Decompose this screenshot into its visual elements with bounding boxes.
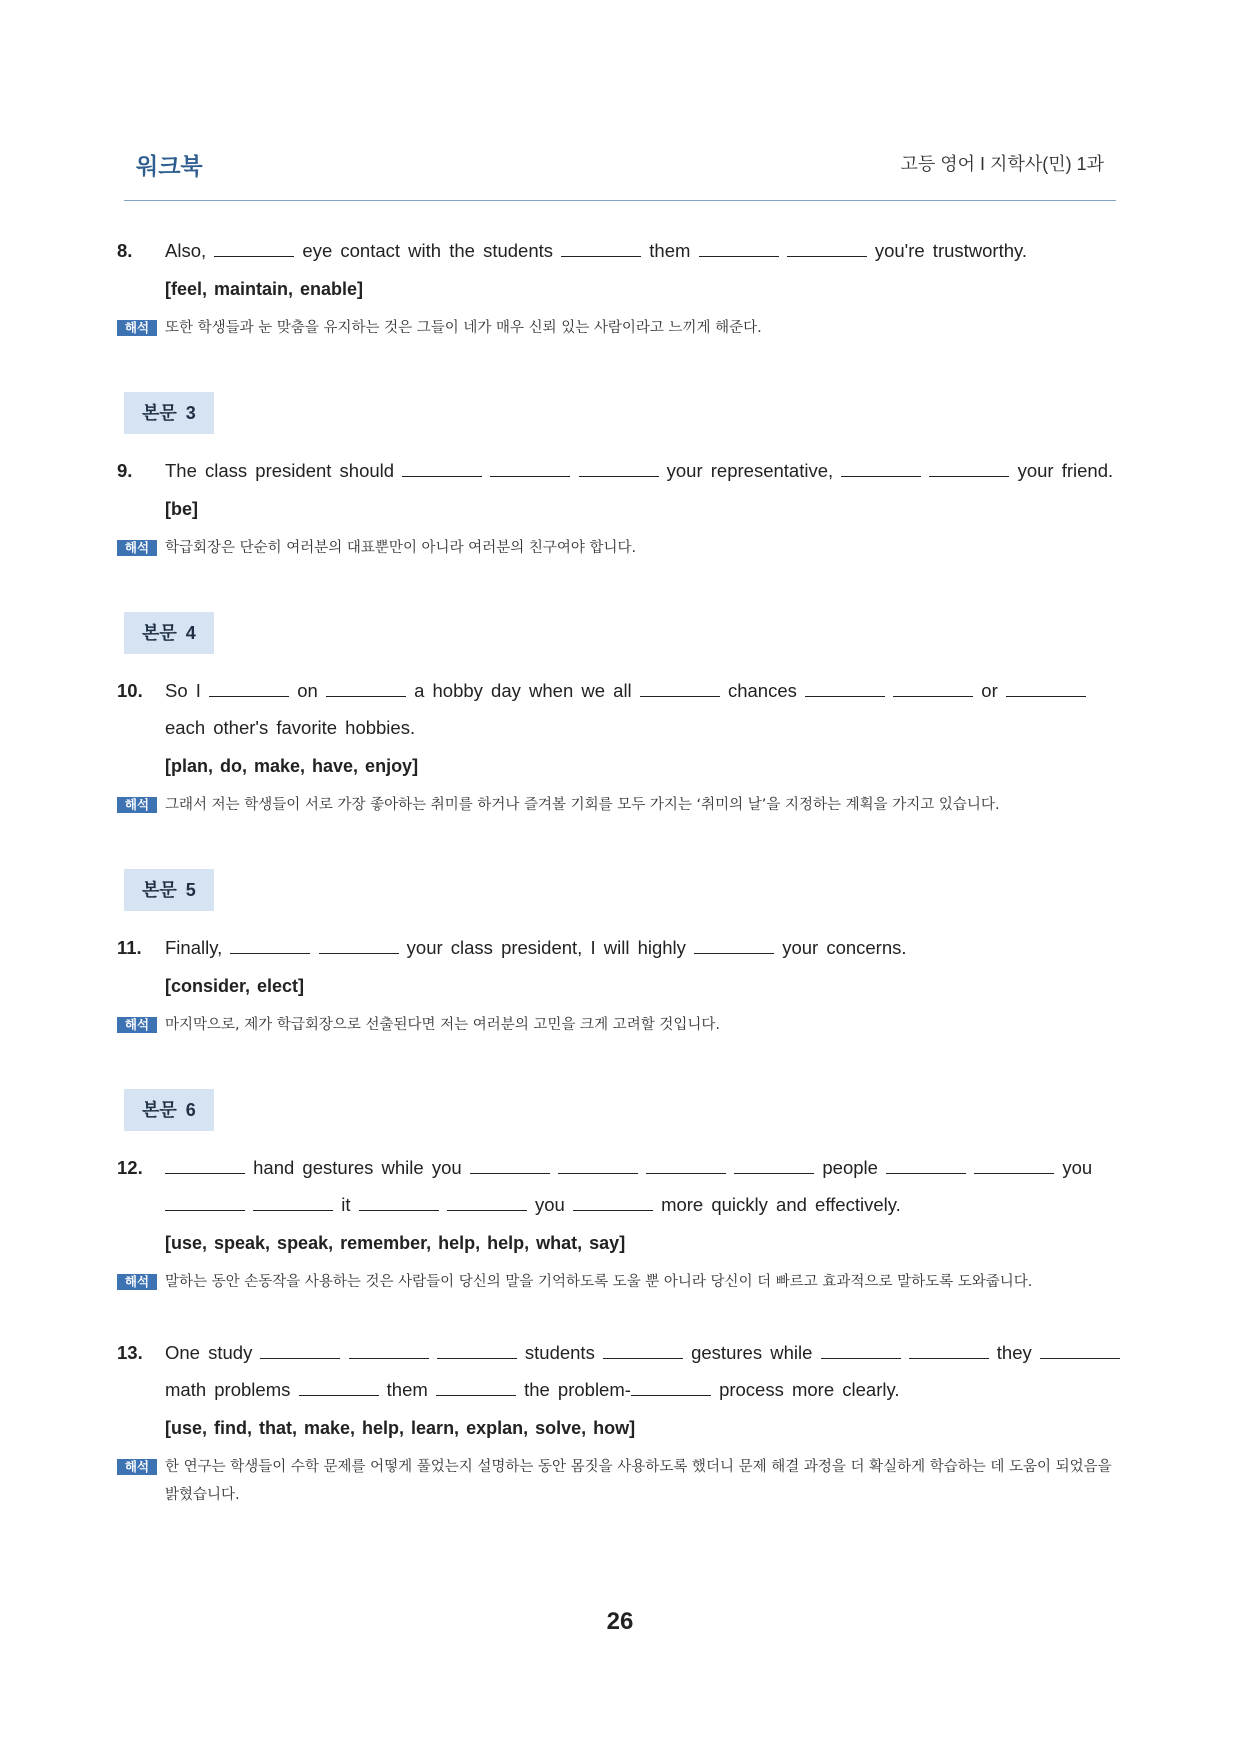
answer-blank[interactable] — [359, 1192, 439, 1211]
answer-blank[interactable] — [209, 678, 289, 697]
question-sentence: Also, eye contact with the students them you're trustworthy. — [165, 240, 1028, 261]
answer-blank[interactable] — [699, 238, 779, 257]
answer-blank[interactable] — [1006, 678, 1086, 697]
question-12 — [117, 1149, 1121, 1258]
answer-blank[interactable] — [561, 238, 641, 257]
translation: 해석 또한 학생들과 눈 맞춤을 유지하는 것은 그들이 네가 매우 신뢰 있는 사람이라고 느끼게 해준다. — [117, 314, 1121, 342]
answer-blank[interactable] — [447, 1192, 527, 1211]
section-label-3: 본문 3 — [124, 392, 214, 434]
answer-blank[interactable] — [319, 935, 399, 954]
answer-blank[interactable] — [974, 1155, 1054, 1174]
answer-blank[interactable] — [646, 1155, 726, 1174]
answer-blank[interactable] — [470, 1155, 550, 1174]
answer-blank[interactable] — [734, 1155, 814, 1174]
question-sentence: The class president should your representative, your friend. — [165, 460, 1114, 481]
word-hint: [be] — [165, 499, 198, 519]
question-number: 13. — [117, 1342, 143, 1363]
translation: 해석 말하는 동안 손동작을 사용하는 것은 사람들이 당신의 말을 기억하도록 도울 뿐 아니라 당신이 더 빠르고 효과적으로 말하도록 도와줍니다. — [117, 1268, 1121, 1296]
word-hint: [use, find, that, make, help, learn, explan, solve, how] — [165, 1418, 636, 1438]
question-10 — [117, 672, 1121, 781]
answer-blank[interactable] — [821, 1340, 901, 1359]
section-label-4: 본문 4 — [124, 612, 214, 654]
question-number: 11. — [117, 937, 142, 958]
answer-blank[interactable] — [573, 1192, 653, 1211]
answer-blank[interactable] — [1040, 1340, 1120, 1359]
question-sentence: One study students gestures while they math problems them the problem- process more clearly. — [165, 1334, 1121, 1408]
word-hint: [plan, do, make, have, enjoy] — [165, 756, 419, 776]
workbook-title: 워크북 — [136, 153, 203, 179]
answer-blank[interactable] — [165, 1192, 245, 1211]
answer-blank[interactable] — [490, 458, 570, 477]
section-label-5: 본문 5 — [124, 869, 214, 911]
answer-blank[interactable] — [165, 1155, 245, 1174]
question-11 — [117, 929, 1121, 1001]
question-sentence: Finally, your class president, I will highly your concerns. — [165, 937, 907, 958]
question-number: 12. — [117, 1157, 143, 1178]
translation-badge: 해석 — [117, 540, 157, 556]
answer-blank[interactable] — [893, 678, 973, 697]
answer-blank[interactable] — [437, 1340, 517, 1359]
answer-blank[interactable] — [558, 1155, 638, 1174]
translation-badge: 해석 — [117, 1017, 157, 1033]
question-number: 10. — [117, 680, 143, 701]
page-number: 26 — [606, 1608, 634, 1635]
answer-blank[interactable] — [402, 458, 482, 477]
question-sentence: hand gestures while you people you it you more quickly and effectively. — [165, 1149, 1121, 1223]
answer-blank[interactable] — [299, 1377, 379, 1396]
translation-badge: 해석 — [117, 320, 157, 336]
word-hint: [feel, maintain, enable] — [165, 279, 364, 299]
exercise-list — [117, 232, 1121, 1509]
answer-blank[interactable] — [929, 458, 1009, 477]
answer-blank[interactable] — [694, 935, 774, 954]
page-header — [124, 130, 1116, 201]
course-info: 고등 영어 I 지학사(민) 1과 — [900, 154, 1104, 174]
translation: 해석 한 연구는 학생들이 수학 문제를 어떻게 풀었는지 설명하는 동안 몸짓을 사용하도록 했더니 문제 해결 과정을 더 확실하게 학습하는 데 도움이 되었음을 밝혔습니다. — [117, 1453, 1121, 1509]
answer-blank[interactable] — [326, 678, 406, 697]
translation-badge: 해석 — [117, 1274, 157, 1290]
translation-badge: 해석 — [117, 797, 157, 813]
translation: 해석 그래서 저는 학생들이 서로 가장 좋아하는 취미를 하거나 즐겨볼 기회를 모두 가지는 ‘취미의 날’을 지정하는 계획을 가지고 있습니다. — [117, 791, 1121, 819]
answer-blank[interactable] — [841, 458, 921, 477]
answer-blank[interactable] — [579, 458, 659, 477]
translation: 해석 마지막으로, 제가 학급회장으로 선출된다면 저는 여러분의 고민을 크게 고려할 것입니다. — [117, 1011, 1121, 1039]
answer-blank[interactable] — [260, 1340, 340, 1359]
answer-blank[interactable] — [214, 238, 294, 257]
question-13 — [117, 1334, 1121, 1443]
word-hint: [consider, elect] — [165, 976, 305, 996]
answer-blank[interactable] — [253, 1192, 333, 1211]
section-label-6: 본문 6 — [124, 1089, 214, 1131]
answer-blank[interactable] — [909, 1340, 989, 1359]
question-number: 8. — [117, 240, 133, 261]
answer-blank[interactable] — [640, 678, 720, 697]
answer-blank[interactable] — [436, 1377, 516, 1396]
answer-blank[interactable] — [787, 238, 867, 257]
translation-badge: 해석 — [117, 1459, 157, 1475]
question-9 — [117, 452, 1121, 524]
question-sentence: So I on a hobby day when we all chances or each other's favorite hobbies. — [165, 672, 1121, 746]
question-8 — [117, 232, 1121, 304]
translation: 해석 학급회장은 단순히 여러분의 대표뿐만이 아니라 여러분의 친구여야 합니다. — [117, 534, 1121, 562]
answer-blank[interactable] — [603, 1340, 683, 1359]
answer-blank[interactable] — [631, 1377, 711, 1396]
question-number: 9. — [117, 460, 133, 481]
answer-blank[interactable] — [805, 678, 885, 697]
answer-blank[interactable] — [349, 1340, 429, 1359]
answer-blank[interactable] — [886, 1155, 966, 1174]
answer-blank[interactable] — [230, 935, 310, 954]
word-hint: [use, speak, speak, remember, help, help, what, say] — [165, 1233, 626, 1253]
